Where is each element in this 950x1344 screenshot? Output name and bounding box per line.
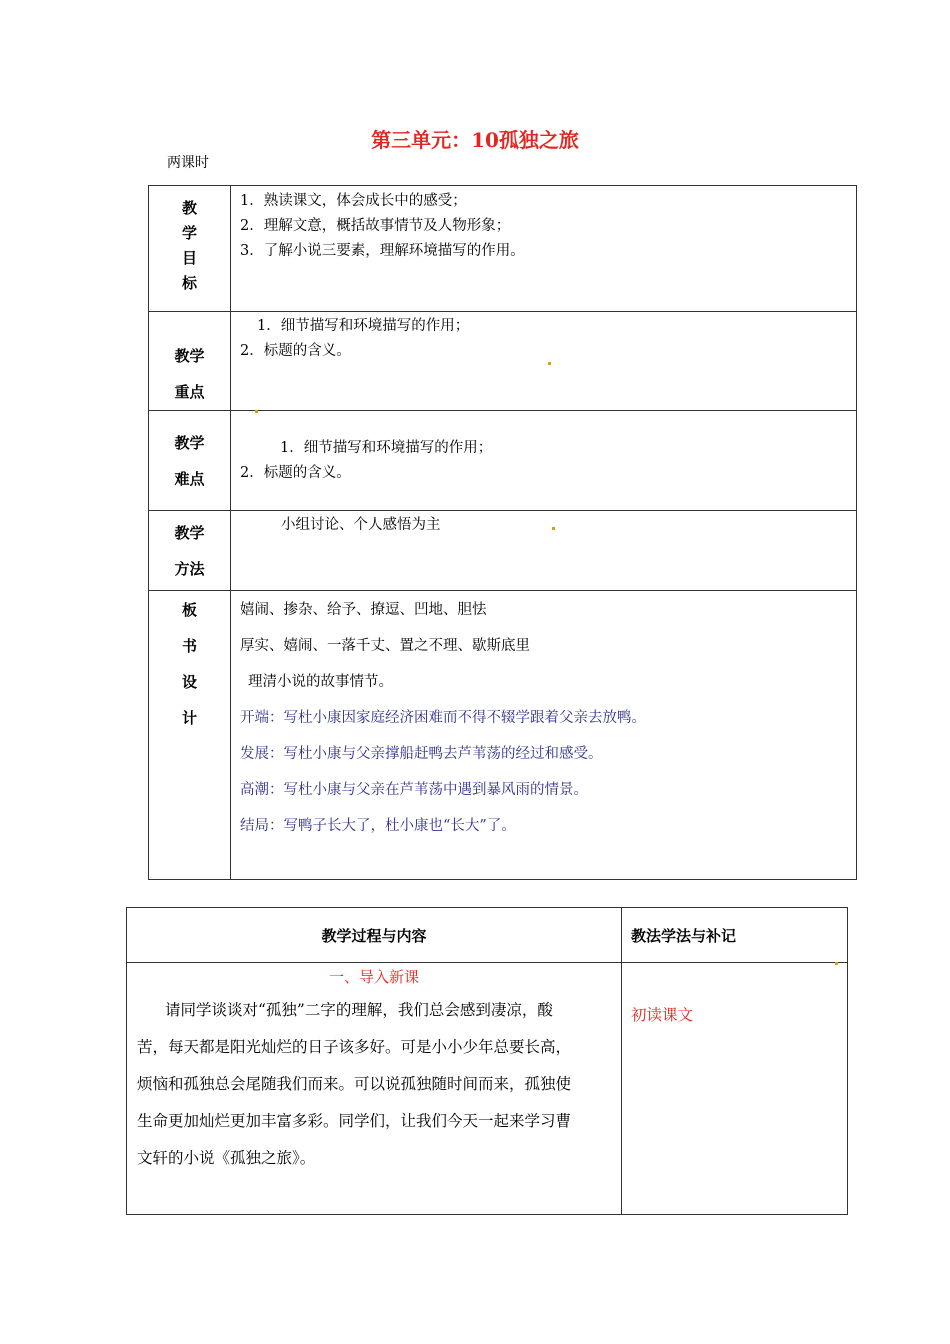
goals-label-char: 目 [181,249,197,267]
methods-label-line: 教学 [174,524,205,542]
difficulty-item: 2．标题的含义。 [240,465,351,481]
key-points-label-line: 重点 [174,383,205,401]
goal-item: 1．熟读课文，体会成长中的感受； [240,193,467,209]
board-label-char: 板 [181,601,197,619]
key-points-label-line: 教学 [174,347,205,365]
board-vocab-line: 厚实、嬉闹、一落千丈、置之不理、歇斯底里 [240,638,530,654]
key-point-item: 1．细节描写和环境描写的作用； [257,318,470,334]
methods-text: 小组讨论、个人感悟为主 [281,517,441,533]
process-header-right: 教法学法与补记 [622,908,848,963]
process-content-row [127,963,848,1215]
goals-label-cell [149,186,231,312]
teaching-process-table [126,907,848,1215]
paragraph-line: 文轩的小说《孤独之旅》。 [137,1149,316,1167]
difficulties-label-cell [149,411,231,511]
difficulties-row [149,411,857,511]
decorative-dot [835,962,838,965]
decorative-dot [548,362,551,365]
lesson-plan-table [148,185,857,880]
goals-label-char: 标 [181,274,197,292]
lesson-count: 两课时 [167,155,209,171]
difficulties-content-cell [231,411,857,511]
paragraph-line: 烦恼和孤独总会尾随我们而来。可以说孤独随时间而来，孤独使 [137,1075,572,1093]
decorative-dot [255,410,258,413]
plot-beginning: 开端：写杜小康因家庭经济困难而不得不辍学跟着父亲去放鸭。 [240,710,646,726]
board-plot-intro: 理清小说的故事情节。 [248,674,393,690]
process-header-row [127,908,848,963]
board-label-char: 计 [181,709,197,727]
board-label-char: 书 [181,637,197,655]
process-content-cell [127,963,622,1215]
paragraph-line: 请同学谈谈对“孤独”二字的理解，我们总会感到凄凉，酸 [165,1001,553,1019]
note-text: 初读课文 [631,1006,694,1024]
section-title: 一、导入新课 [328,968,419,986]
goals-content-cell [231,186,857,312]
plot-climax: 高潮：写杜小康与父亲在芦苇荡中遇到暴风雨的情景。 [240,782,588,798]
goals-label-char: 教 [181,199,197,217]
decorative-dot [552,527,555,530]
board-vocab-line: 嬉闹、掺杂、给予、撩逗、凹地、胆怯 [240,602,487,618]
page-title: 第三单元：10孤独之旅 [371,128,579,152]
difficulties-label-line: 教学 [174,434,205,452]
goals-row [149,186,857,312]
goal-item: 3．了解小说三要素，理解环境描写的作用。 [240,243,525,259]
key-point-item: 2．标题的含义。 [240,343,351,359]
notes-cell [622,963,848,1215]
paragraph-line: 生命更加灿烂更加丰富多彩。同学们，让我们今天一起来学习曹 [137,1112,572,1130]
board-label-char: 设 [181,673,197,691]
plot-ending: 结局：写鸭子长大了，杜小康也“长大”了。 [240,818,516,834]
board-row [149,591,857,880]
key-points-row [149,312,857,411]
key-points-content-cell [231,312,857,411]
goals-label-char: 学 [181,224,197,242]
methods-row [149,511,857,591]
process-header-left: 教学过程与内容 [127,908,622,963]
methods-label-cell [149,511,231,591]
goal-item: 2．理解文意，概括故事情节及人物形象； [240,218,511,234]
difficulty-item: 1．细节描写和环境描写的作用； [280,440,493,456]
methods-content-cell [231,511,857,591]
key-points-label-cell [149,312,231,411]
paragraph-line: 苦，每天都是阳光灿烂的日子该多好。可是小小少年总要长高， [137,1038,572,1056]
board-label-cell [149,591,231,880]
methods-label-line: 方法 [174,560,205,578]
board-content-cell [231,591,857,880]
difficulties-label-line: 难点 [174,470,205,488]
plot-development: 发展：写杜小康与父亲撑船赶鸭去芦苇荡的经过和感受。 [240,746,603,762]
